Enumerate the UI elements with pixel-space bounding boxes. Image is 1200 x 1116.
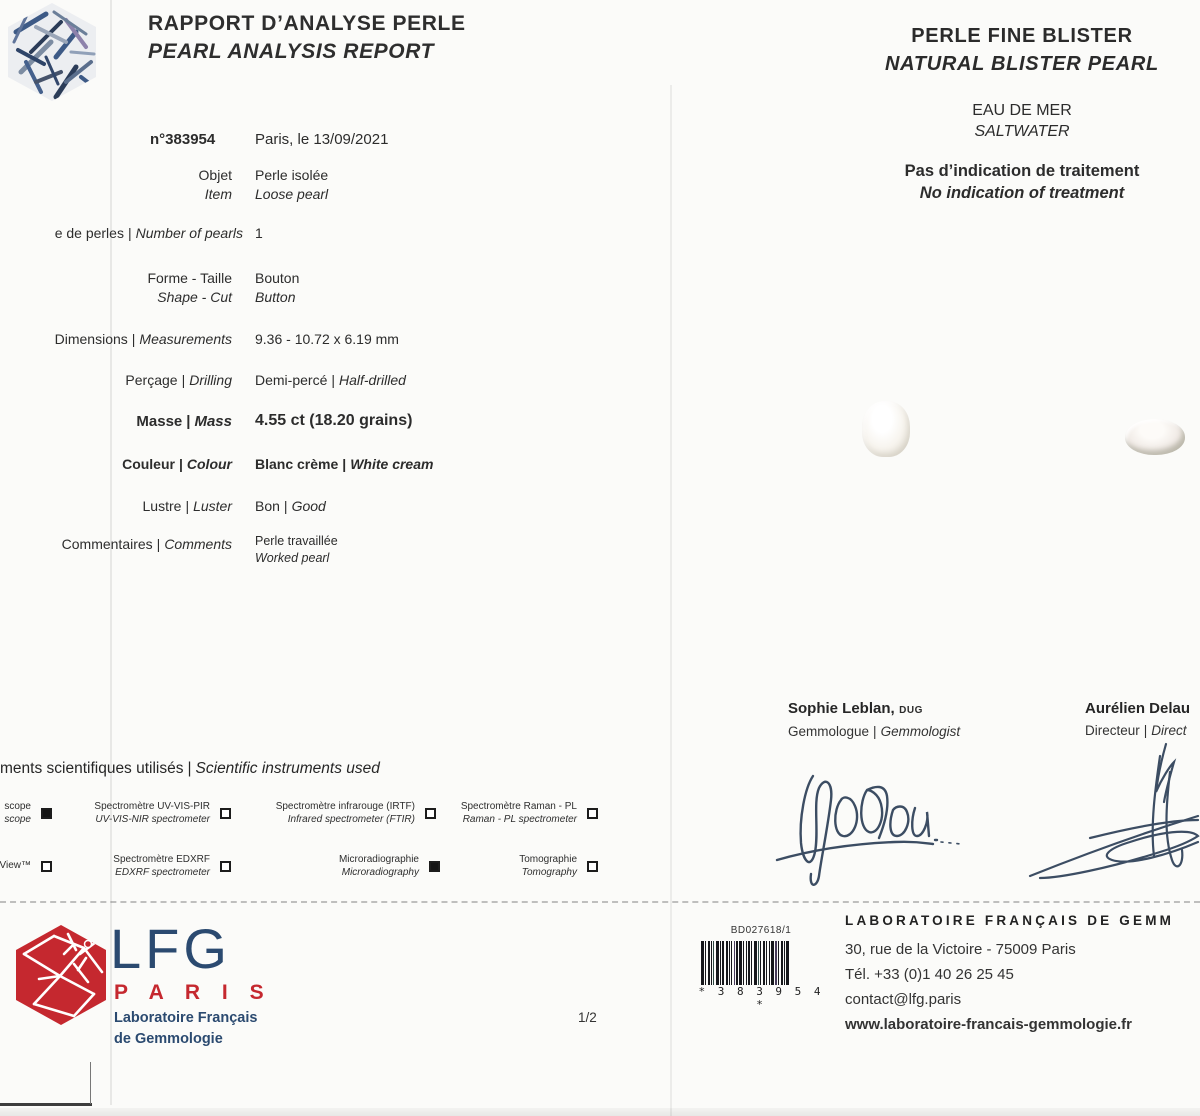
report-title-fr: RAPPORT D’ANALYSE PERLE [148,12,466,35]
instrument-label: Microradiographie Microradiography [338,854,419,878]
water-type [782,100,1200,142]
lab-website: www.laboratoire-francais-gemmologie.fr [845,1016,1132,1033]
lfg-org-name: Laboratoire Français de Gemmologie [114,1010,258,1047]
instrument-item [455,853,598,880]
director-role: Directeur | Direct [1085,723,1187,738]
checkbox-checked-icon [41,808,52,819]
instrument-label: Spectromètre Raman - PL Raman - PL spectrometer [460,801,577,825]
perforation-line [0,901,1200,903]
gemmologist-role: Gemmologue | Gemmologist [788,724,961,739]
field-label-percage: Perçage | Drilling [125,372,232,388]
field-label-commentaires: Commentaires | Comments [61,536,232,552]
field-value-forme: Bouton Button [255,270,300,305]
barcode-label: BD027618/1 [730,925,792,936]
field-value-lustre: Bon | Good [255,498,326,514]
report-title-en: PEARL ANALYSIS REPORT [148,40,435,63]
checkbox-unchecked-icon [220,861,231,872]
treatment-en: No indication of treatment [919,184,1125,202]
field-value-couleur: Blanc crème | White cream [255,456,434,472]
instrument-item [248,800,436,827]
signatory-gemmologist [788,700,960,739]
lab-phone: Tél. +33 (0)1 40 26 25 45 [845,966,1014,983]
gemmologist-signature [775,748,975,898]
director-signature [1020,728,1200,893]
report-title [148,10,466,66]
pearl-photo-top-view [862,401,910,457]
field-label-dimensions: Dimensions | Measurements [54,331,232,347]
treatment-statement [782,160,1200,204]
scan-edge-mark-vertical [90,1062,91,1104]
page-fold-line [670,85,672,1116]
instrument-label: Tomographie Tomography [519,854,577,878]
field-label-objet: Objet Item [198,167,232,202]
instrument-label: View™ [0,860,31,872]
barcode-digits: * 3 8 3 9 5 4 * [698,985,824,1011]
field-label-number: e de perles | Number of pearls [54,225,243,241]
field-label-couleur: Couleur | Colour [122,456,232,472]
water-type-fr: EAU DE MER [972,102,1072,119]
field-value-masse: 4.55 ct (18.20 grains) [255,412,413,429]
report-meta-line [150,131,389,148]
gemmologist-name: Sophie Leblan, [788,700,895,717]
page-number: 1/2 [578,1010,597,1025]
director-name: Aurélien Delau [1085,700,1191,717]
checkbox-unchecked-icon [425,808,436,819]
lab-name: LABORATOIRE FRANÇAIS DE GEMM [845,913,1175,928]
gemmologist-credential: DUG [899,705,923,716]
instrument-item [295,853,440,880]
lab-address-block [845,908,1174,1037]
checkbox-unchecked-icon [41,861,52,872]
pearl-type-title [782,22,1200,78]
field-value-dimensions: 9.36 - 10.72 x 6.19 mm [255,331,399,347]
lfg-logo-hexagon [14,924,108,1026]
checkbox-unchecked-icon [587,861,598,872]
checkbox-checked-icon [429,861,440,872]
water-type-en: SALTWATER [974,123,1070,140]
pearl-type-fr: PERLE FINE BLISTER [911,25,1133,47]
lab-street: 30, rue de la Victoire - 75009 Paris [845,941,1076,958]
instrument-item [438,800,598,827]
instrument-label: Spectromètre EDXRF EDXRF spectrometer [113,854,210,878]
scan-crease-left [110,0,112,1105]
field-label-masse: Masse | Mass [136,413,232,430]
instrument-item [72,853,231,880]
report-date: Paris, le 13/09/2021 [255,131,389,148]
instrument-label: scope scope [4,801,31,825]
pearl-type-en: NATURAL BLISTER PEARL [885,53,1159,75]
instrument-item [72,800,231,827]
lab-email: contact@lfg.paris [845,991,962,1008]
scan-bottom-shadow [0,1108,1200,1116]
instrument-item [0,800,52,827]
hologram-hexagon-logo [6,2,98,102]
field-label-forme: Forme - Taille Shape - Cut [147,270,232,305]
checkbox-unchecked-icon [220,808,231,819]
field-value-number: 1 [255,225,263,241]
checkbox-unchecked-icon [587,808,598,819]
treatment-fr: Pas d’indication de traitement [904,162,1140,180]
instrument-item [0,853,52,880]
scan-edge-mark-horizontal [0,1103,92,1106]
instrument-label: Spectromètre infrarouge (IRTF) Infrared spectrometer (FTIR) [275,801,415,825]
report-number: n°383954 [150,131,216,148]
field-label-lustre: Lustre | Luster [142,498,232,514]
instrument-label: Spectromètre UV-VIS-PIR UV-VIS-NIR spectrometer [94,801,210,825]
field-value-objet: Perle isolée Loose pearl [255,167,329,202]
barcode [700,941,822,985]
lfg-city-text: P A R I S [114,981,272,1004]
field-value-commentaires: Perle travaillée Worked pearl [255,534,338,565]
lfg-brand-text: LFG [110,917,231,980]
pearl-photo-side-view [1125,419,1185,455]
instruments-section-title: ments scientifiques utilisés | Scientific instruments used [0,760,380,777]
field-value-percage: Demi-percé | Half-drilled [255,372,406,388]
